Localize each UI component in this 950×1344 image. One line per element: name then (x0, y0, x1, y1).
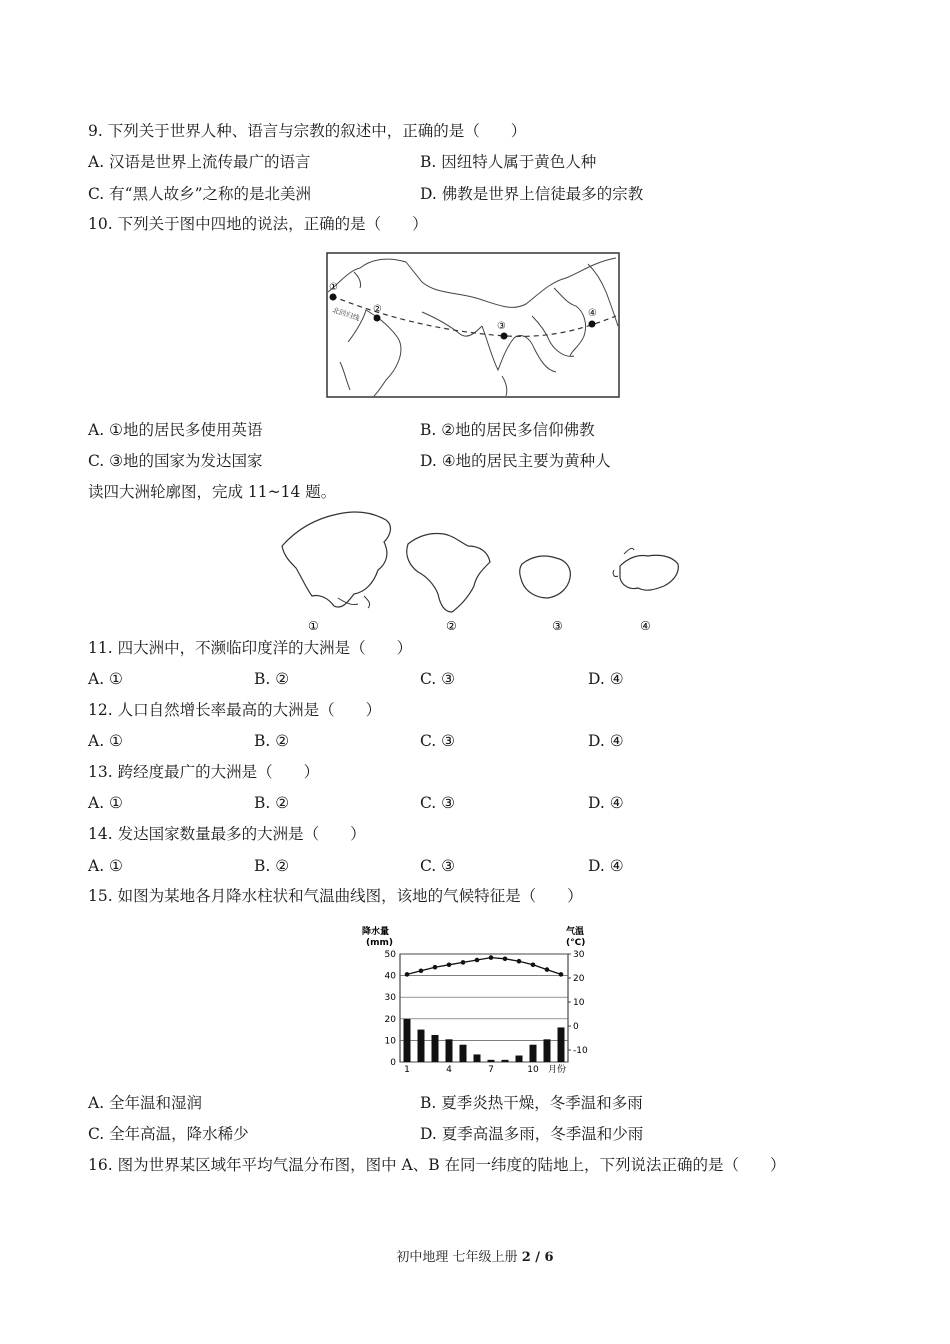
precip-bar (460, 1045, 467, 1062)
q14-option-b: B. ② (254, 857, 290, 875)
month-tick-label: 4 (446, 1065, 452, 1075)
climate-chart (356, 924, 600, 1080)
q9-option-d: D. 佛教是世界上信徒最多的宗教 (420, 185, 644, 203)
footer-text: 初中地理 七年级上册 (396, 1250, 522, 1265)
temperature-point (517, 959, 522, 964)
precip-bar (404, 1019, 411, 1062)
q10-stem: 10. 下列关于图中四地的说法，正确的是（ ） (88, 215, 428, 233)
month-tick-label: 10 (527, 1065, 539, 1075)
q12-option-b: B. ② (254, 732, 290, 750)
precip-tick-label: 10 (384, 1036, 396, 1047)
q12-option-d: D. ④ (588, 732, 624, 750)
precip-tick-label: 40 (384, 971, 396, 982)
q15-stem: 15. 如图为某地各月降水柱状和气温曲线图，该地的气候特征是（ ） (88, 887, 583, 905)
continent-4-label: ④ (640, 619, 651, 633)
precip-tick-label: 50 (384, 950, 396, 960)
q14-stem: 14. 发达国家数量最多的大洲是（ ） (88, 825, 366, 843)
q11-option-d: D. ④ (588, 670, 624, 688)
precip-axis-unit: (mm) (366, 938, 393, 948)
continent-2-africa (407, 533, 490, 612)
q13-stem: 13. 跨经度最广的大洲是（ ） (88, 763, 320, 781)
precip-bar (418, 1030, 425, 1062)
precip-axis-title: 降水量 (362, 927, 390, 937)
map-point-3-label: ③ (497, 321, 506, 332)
temp-axis-unit: (°C) (566, 938, 586, 948)
q12-option-a: A. ① (88, 732, 123, 750)
q15-option-c: C. 全年高温，降水稀少 (88, 1125, 249, 1143)
q10-option-b: B. ②地的居民多信仰佛教 (420, 421, 595, 439)
q13-option-b: B. ② (254, 794, 290, 812)
q10-option-a: A. ①地的居民多使用英语 (88, 421, 263, 439)
continent-4-europe (620, 555, 678, 590)
temp-tick-label: 20 (573, 974, 585, 984)
temperature-point (503, 957, 508, 962)
q9-option-c: C. 有“黑人故乡”之称的是北美洲 (88, 185, 312, 203)
precip-tick-label: 20 (384, 1014, 396, 1025)
month-tick-label: 1 (404, 1065, 410, 1075)
precip-bar (558, 1027, 565, 1062)
continent-1-label: ① (308, 619, 319, 633)
precip-bar (446, 1039, 453, 1062)
q13-option-c: C. ③ (420, 794, 456, 812)
page-number: 2 / 6 (521, 1250, 554, 1265)
q13-option-a: A. ① (88, 794, 123, 812)
map-point-1 (330, 294, 337, 301)
precip-bar (530, 1045, 537, 1062)
temperature-point (489, 955, 494, 960)
q14-option-a: A. ① (88, 857, 123, 875)
continent-1-asia (282, 512, 390, 607)
temperature-point (531, 963, 536, 968)
precip-bar (432, 1035, 439, 1062)
q9-option-b: B. 因纽特人属于黄色人种 (420, 153, 597, 171)
precip-tick-label: 0 (390, 1058, 396, 1068)
q14-option-d: D. ④ (588, 857, 624, 875)
temp-tick-label: 0 (573, 1022, 579, 1032)
continents-figure (268, 506, 688, 636)
q10-option-c: C. ③地的国家为发达国家 (88, 452, 263, 470)
q12-option-c: C. ③ (420, 732, 456, 750)
precip-bar (544, 1039, 551, 1062)
q13-option-d: D. ④ (588, 794, 624, 812)
temperature-line (407, 958, 561, 975)
map-point-1-label: ① (329, 282, 338, 293)
q15-option-d: D. 夏季高温多雨，冬季温和少雨 (420, 1125, 644, 1143)
continent-2-label: ② (446, 619, 457, 633)
map-point-2 (374, 315, 381, 322)
precip-bar (474, 1054, 481, 1062)
page-footer (0, 1246, 950, 1265)
q10-option-d: D. ④地的居民主要为黄种人 (420, 452, 611, 470)
temp-tick-label: 30 (573, 950, 585, 960)
temperature-point (433, 965, 438, 970)
month-axis-title: 月份 (548, 1065, 567, 1075)
temperature-point (545, 967, 550, 972)
continent-3-label: ③ (552, 619, 563, 633)
q9-stem: 9. 下列关于世界人种、语言与宗教的叙述中，正确的是（ ） (88, 122, 527, 140)
continent-3-antarctica (520, 556, 571, 598)
month-tick-label: 7 (488, 1065, 494, 1075)
map-point-4-label: ④ (588, 308, 597, 319)
q11-stem: 11. 四大洲中，不濒临印度洋的大洲是（ ） (88, 639, 413, 657)
temperature-point (475, 958, 480, 963)
q12-stem: 12. 人口自然增长率最高的大洲是（ ） (88, 701, 382, 719)
temperature-point (559, 972, 564, 977)
map-point-4 (589, 321, 596, 328)
q11-option-c: C. ③ (420, 670, 456, 688)
temperature-point (461, 960, 466, 965)
q11-option-a: A. ① (88, 670, 123, 688)
precip-bar (502, 1060, 509, 1062)
temperature-point (447, 963, 452, 968)
temp-axis-title: 气温 (566, 927, 585, 937)
q15-option-b: B. 夏季炎热干燥，冬季温和多雨 (420, 1094, 643, 1112)
precip-bar (516, 1056, 523, 1062)
intro-11-14: 读四大洲轮廓图，完成 11~14 题。 (88, 483, 337, 501)
temperature-point (405, 972, 410, 977)
temperature-point (419, 969, 424, 974)
tropic-line-label: 北回归线 (331, 306, 361, 323)
precip-tick-label: 30 (384, 993, 396, 1004)
map-point-2-label: ② (373, 304, 382, 315)
q11-option-b: B. ② (254, 670, 290, 688)
temp-tick-label: -10 (573, 1046, 588, 1056)
temp-tick-label: 10 (573, 998, 585, 1008)
q9-option-a: A. 汉语是世界上流传最广的语言 (88, 153, 311, 171)
q14-option-c: C. ③ (420, 857, 456, 875)
q16-stem: 16. 图为世界某区域年平均气温分布图，图中 A、B 在同一纬度的陆地上，下列说法正确的是（ ） (88, 1156, 786, 1174)
asia-map-figure (326, 252, 620, 398)
q15-option-a: A. 全年温和湿润 (88, 1094, 203, 1112)
precip-bar (488, 1060, 495, 1062)
map-point-3 (501, 333, 508, 340)
